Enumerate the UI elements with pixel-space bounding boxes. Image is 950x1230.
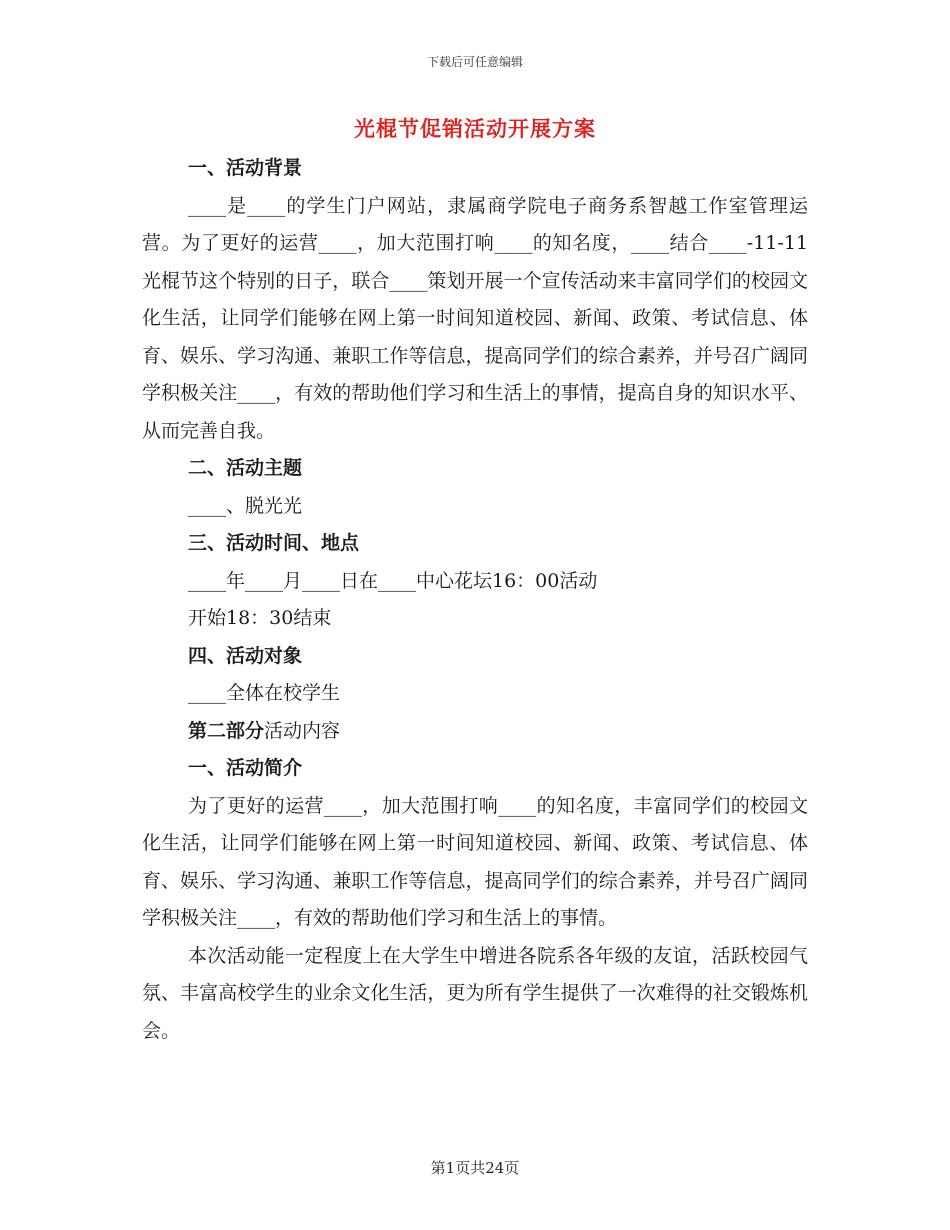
part-two-heading	[142, 713, 808, 751]
section-heading-target: 四、活动对象	[188, 644, 303, 667]
section-heading-background: 一、活动背景	[188, 157, 303, 179]
theme-text: ____、脱光光	[188, 494, 303, 517]
section-heading-intro: 一、活动简介	[188, 757, 303, 779]
section-heading-time-place: 三、活动时间、地点	[188, 532, 360, 554]
document-body	[142, 150, 808, 1050]
part-two-label: 第二部分	[188, 719, 265, 742]
section-heading-theme: 二、活动主题	[188, 457, 303, 479]
page-number: 第1页共24页	[430, 1159, 520, 1177]
part-two-title: 活动内容	[264, 719, 341, 742]
intro-paragraph-2: 本次活动能一定程度上在大学生中增进各院系各年级的友谊，活跃校园气氛、丰富高校学生的业余文化生活，更为所有学生提供了一次难得的社交锻炼机会。	[142, 944, 808, 1042]
target-text: ____全体在校学生	[188, 682, 341, 704]
time-line-1: ____年____月____日在____中心花坛16：00活动	[188, 569, 598, 592]
intro-paragraph-1: 为了更好的运营____，加大范围打响____的知名度，丰富同学们的校园文化生活，让同学们能够在网上第一时间知道校园、新闻、政策、考试信息、体育、娱乐、学习沟通、兼职工作等信息，提高同学们的综合素养，并号召广阔同学积极关注____，有效的帮助他们学习和生活上的事情。	[142, 794, 808, 929]
document-title: 光棍节促销活动开展方案	[354, 117, 596, 141]
page-header-note: 下载后可任意编辑	[426, 55, 523, 69]
time-line-2: 开始18：30结束	[188, 607, 332, 629]
background-paragraph: ____是____的学生门户网站，隶属商学院电子商务系智越工作室管理运营。为了更好的运营____，加大范围打响____的知名度，____结合____-11-11光棍节这个特别的日子，联合____策划开展一个宣传活动来丰富同学们的校园文化生活，让同学们能够在网上第一时间知道校园、新闻、政策、考试信息、体育、娱乐、学习沟通、兼职工作等信息，提高同学们的综合素养，并号召广阔同学积极关注____，有效的帮助他们学习和生活上的事情，提高自身的知识水平、从而完善自我。	[142, 194, 808, 442]
